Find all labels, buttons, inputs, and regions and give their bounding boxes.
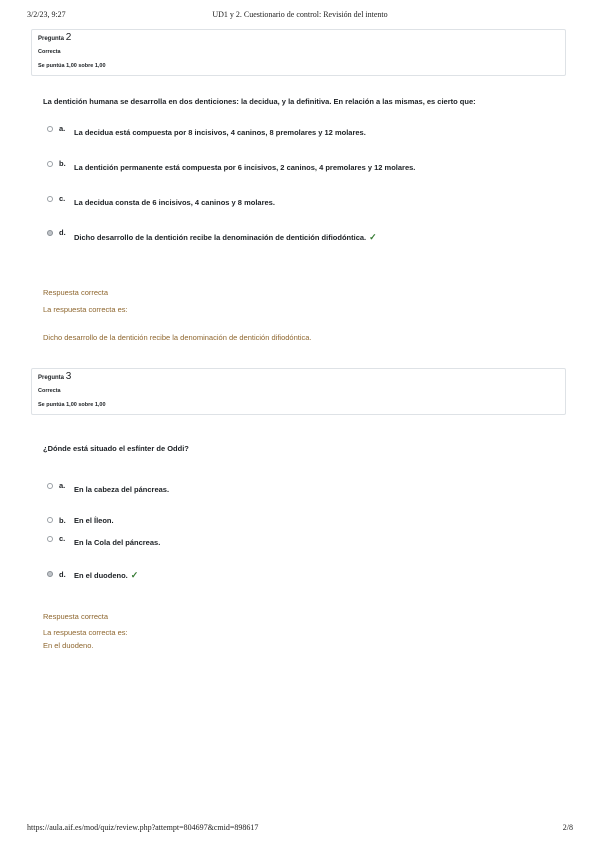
question-text: ¿Dónde está situado el esfínter de Oddi? — [43, 444, 189, 453]
print-url: https://aula.aif.es/mod/quiz/review.php?attempt=804697&cmid=898617 — [27, 823, 259, 832]
radio-button-checked[interactable] — [47, 230, 53, 236]
question-info-box — [31, 29, 566, 76]
answer-letter: b. — [59, 516, 66, 525]
feedback-status: Respuesta correcta — [43, 612, 109, 621]
answer-letter: c. — [59, 194, 66, 203]
answer-letter: d. — [59, 570, 66, 579]
question-state: Correcta — [38, 49, 61, 55]
print-title: UD1 y 2. Cuestionario de control: Revisión del intento — [212, 10, 388, 19]
check-icon: ✓ — [369, 232, 377, 242]
answer-letter: c. — [59, 534, 66, 543]
radio-button[interactable] — [47, 161, 53, 167]
radio-button[interactable] — [47, 536, 53, 542]
correct-answer-text: Dicho desarrollo de la dentición recibe la denominación de dentición difiodóntica. — [43, 333, 312, 342]
page-number: 2/8 — [562, 823, 573, 832]
answer-text: En la cabeza del páncreas. — [74, 485, 170, 494]
question-number: Pregunta 3 — [38, 371, 72, 382]
question-grade: Se puntúa 1,00 sobre 1,00 — [38, 63, 106, 69]
answer-text: En el Íleon. — [74, 516, 114, 525]
check-icon: ✓ — [130, 570, 139, 580]
answer-text: La decidua está compuesta por 8 incisivos, 4 caninos, 8 premolares y 12 molares. — [74, 128, 366, 137]
radio-button[interactable] — [47, 196, 53, 202]
feedback-label: La respuesta correcta es: — [43, 305, 128, 314]
answer-letter: a. — [59, 124, 66, 133]
print-date: 3/2/23, 9:27 — [27, 10, 66, 19]
question-text: La dentición humana se desarrolla en dos denticiones: la decidua, y la definitiva. En relación a las mismas, es cierto que: — [43, 97, 476, 106]
question-number: Pregunta 2 — [38, 32, 72, 43]
print-footer — [0, 823, 600, 837]
radio-button[interactable] — [47, 126, 53, 132]
answer-text: La decidua consta de 6 incisivos, 4 caninos y 8 molares. — [74, 198, 275, 207]
answer-text: La dentición permanente está compuesta por 6 incisivos, 2 caninos, 4 premolares y 12 molares. — [74, 163, 416, 172]
answer-letter: d. — [59, 228, 66, 237]
answer-letter: b. — [59, 159, 66, 168]
question-info-box — [31, 368, 566, 415]
radio-button[interactable] — [47, 483, 53, 489]
answer-text: En el duodeno. ✓ — [74, 570, 139, 580]
question-grade: Se puntúa 1,00 sobre 1,00 — [38, 402, 106, 408]
feedback-status: Respuesta correcta — [43, 288, 109, 297]
answer-text: En la Cola del páncreas. — [74, 538, 161, 547]
question-state: Correcta — [38, 388, 61, 394]
answer-letter: a. — [59, 481, 66, 490]
radio-button[interactable] — [47, 517, 53, 523]
print-header — [0, 10, 600, 24]
answer-text: Dicho desarrollo de la dentición recibe la denominación de dentición difiodóntica. ✓ — [74, 232, 377, 242]
correct-answer-text: En el duodeno. — [43, 641, 94, 650]
radio-button-checked[interactable] — [47, 571, 53, 577]
feedback-label: La respuesta correcta es: — [43, 628, 128, 637]
